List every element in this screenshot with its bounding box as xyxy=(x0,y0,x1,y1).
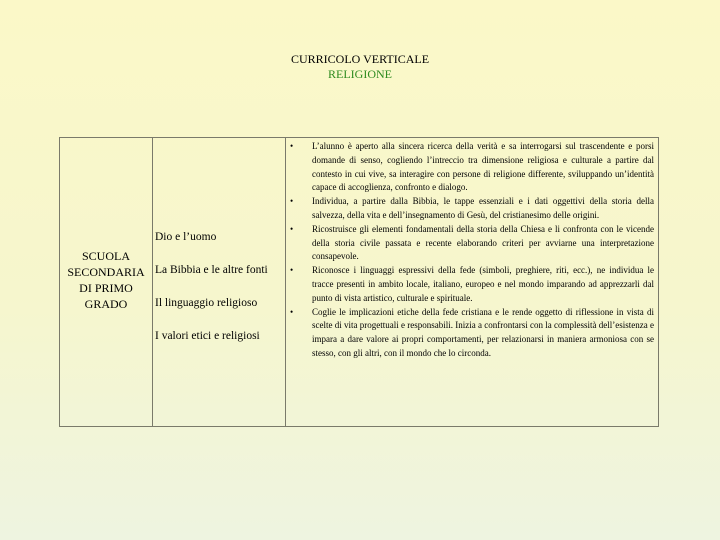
goal-text: Riconosce i linguaggi espressivi della fede (simboli, preghiere, riti, ecc.), ne individua le tracce presenti in ambito locale, italiano, europeo e nel mondo imparando ad apprezzarli dal punto di vista artistico, culturale e spirituale. xyxy=(312,265,654,303)
goal-item xyxy=(290,264,654,305)
goal-text: L’alunno è aperto alla sincera ricerca della verità e sa interrogarsi sul trascendente e porsi domande di senso, cogliendo l’intreccio tra dimensione religiosa e culturale a partire dal contesto in cui vive, sa interagire con persone di religione differente, sviluppando un’identità capace di accoglienza, confronto e dialogo. xyxy=(312,141,654,193)
topic-item: I valori etici e religiosi xyxy=(155,330,260,342)
goals-cell xyxy=(286,138,659,427)
school-level-label: SCUOLA SECONDARIA DI PRIMO GRADO xyxy=(67,249,145,311)
goal-text: Coglie le implicazioni etiche della fede cristiana e le rende oggetto di riflessione in vista di scelte di vita progettuali e responsabili. Inizia a confrontarsi con la complessità dell’esistenza e impara a dare valore ai propri comportamenti, per relazionarsi in maniera armoniosa con se stesso, con gli altri, con il mondo che lo circonda. xyxy=(312,306,654,358)
topic-item: La Bibbia e le altre fonti xyxy=(155,264,268,276)
school-level-cell xyxy=(60,138,153,427)
topics-list xyxy=(153,138,285,362)
goal-item xyxy=(290,223,654,264)
goal-item xyxy=(290,140,654,195)
bullet-icon: • xyxy=(290,306,294,317)
topics-cell xyxy=(153,138,286,427)
goal-item xyxy=(290,306,654,361)
goals-list xyxy=(286,138,658,361)
goal-item xyxy=(290,195,654,223)
bullet-icon: • xyxy=(290,223,294,234)
table-row xyxy=(60,138,659,427)
page-header xyxy=(0,52,720,82)
bullet-icon: • xyxy=(290,265,294,276)
bullet-icon: • xyxy=(290,141,294,151)
page-title: CURRICOLO VERTICALE xyxy=(290,52,430,66)
page-subtitle: RELIGIONE xyxy=(328,67,392,81)
goal-text: Individua, a partire dalla Bibbia, le tappe essenziali e i dati oggettivi della storia della salvezza, della vita e dell’insegnamento di Gesù, del cristianesimo delle origini. xyxy=(312,196,654,220)
bullet-icon: • xyxy=(290,196,294,207)
goal-text: Ricostruisce gli elementi fondamentali della storia della Chiesa e li confronta con le vicende della storia civile passata e recente elaborando criteri per avviarne una interpretazione consapevole. xyxy=(312,223,654,262)
topic-item: Dio e l’uomo xyxy=(155,231,217,243)
topic-item: Il linguaggio religioso xyxy=(155,297,258,309)
curriculum-table xyxy=(59,137,659,427)
